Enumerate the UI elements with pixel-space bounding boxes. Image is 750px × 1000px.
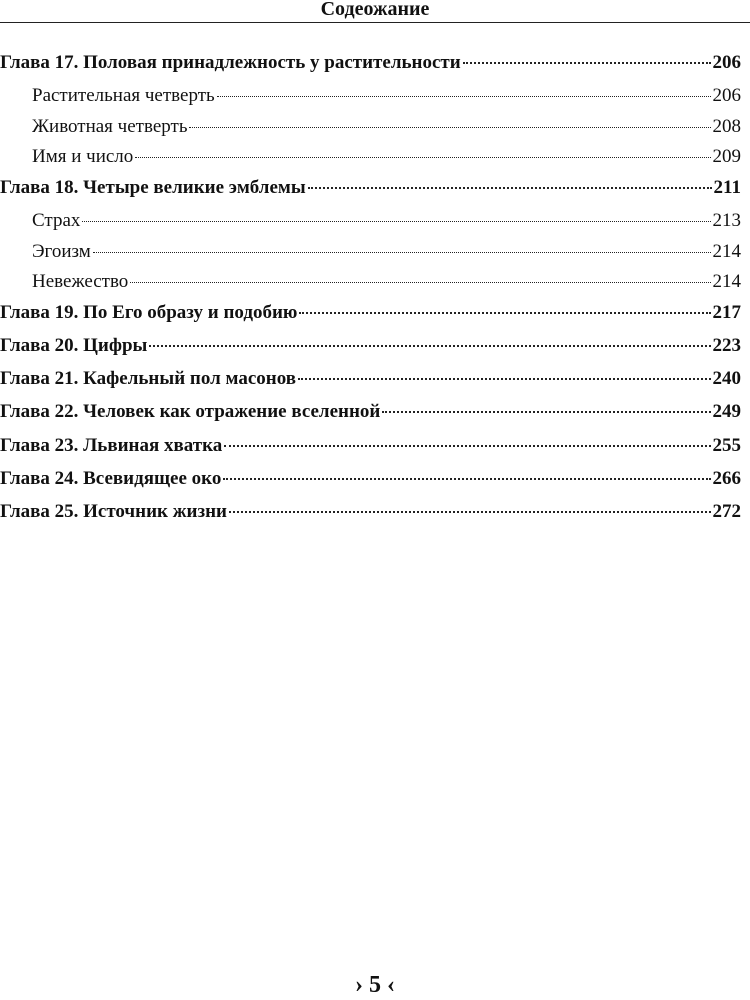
toc-entry-page: 223 (712, 334, 741, 356)
dot-leader (93, 252, 711, 253)
toc-entry-page: 255 (712, 434, 741, 456)
toc-chapter-entry (0, 302, 741, 335)
toc-entry-title: Растительная четверть (32, 85, 215, 107)
toc-entry-page: 240 (712, 368, 741, 390)
toc-entry-title: Эгоизм (32, 240, 91, 262)
dot-leader (382, 411, 710, 413)
toc-entry-title: Страх (32, 210, 81, 232)
toc-subentry (0, 85, 741, 116)
dot-leader (229, 511, 711, 513)
toc-entry-title: Животная четверть (32, 115, 188, 137)
toc-entry-page: 209 (712, 146, 741, 168)
toc-subentry (0, 210, 741, 241)
dot-leader (149, 345, 710, 347)
toc-subentry (0, 146, 741, 177)
toc-chapter-entry (0, 501, 741, 534)
dot-leader (130, 282, 710, 283)
toc-chapter-entry (0, 468, 741, 501)
toc-chapter-entry (0, 335, 741, 368)
toc-chapter-entry (0, 435, 741, 468)
dot-leader (82, 221, 710, 222)
toc-entry-page: 206 (712, 85, 741, 107)
dot-leader (299, 312, 710, 314)
toc-chapter-entry (0, 177, 741, 210)
toc-entry-page: 208 (712, 115, 741, 137)
table-of-contents (0, 52, 741, 535)
toc-entry-page: 214 (712, 240, 741, 262)
toc-chapter-entry (0, 368, 741, 401)
dot-leader (308, 187, 712, 189)
toc-entry-title: Глава 20. Цифры (0, 334, 148, 356)
dot-leader (298, 378, 711, 380)
page-number: › 5 ‹ (355, 972, 395, 998)
toc-entry-page: 206 (712, 52, 741, 73)
toc-entry-title: Глава 25. Источник жизни (0, 501, 227, 523)
toc-entry-title: Глава 21. Кафельный пол масонов (0, 368, 296, 390)
toc-subentry (0, 116, 741, 147)
toc-subentry (0, 241, 741, 272)
toc-entry-page: 249 (712, 401, 741, 423)
toc-entry-page: 213 (712, 210, 741, 232)
dot-leader (463, 62, 711, 64)
toc-entry-page: 211 (713, 176, 741, 198)
dot-leader (223, 478, 710, 480)
toc-chapter-entry (0, 52, 741, 85)
dot-leader (189, 127, 710, 128)
toc-entry-title: Глава 24. Всевидящее око (0, 468, 222, 490)
toc-entry-title: Глава 19. По Его образу и подобию (0, 301, 298, 323)
dot-leader (224, 445, 710, 447)
toc-entry-page: 214 (712, 271, 741, 293)
toc-entry-title: Глава 17. Половая принадлежность у растительности (0, 52, 461, 73)
toc-entry-title: Глава 18. Четыре великие эмблемы (0, 176, 306, 198)
toc-entry-title: Имя и число (32, 146, 134, 168)
toc-entry-title: Невежество (32, 271, 129, 293)
toc-entry-title: Глава 22. Человек как отражение вселенной (0, 401, 381, 423)
toc-entry-page: 266 (712, 468, 741, 490)
dot-leader (217, 96, 711, 97)
dot-leader (135, 157, 710, 158)
toc-entry-title: Глава 23. Львиная хватка (0, 434, 223, 456)
running-head: Содеожание (0, 0, 750, 23)
toc-entry-page: 272 (712, 501, 741, 523)
toc-chapter-entry (0, 401, 741, 434)
toc-entry-page: 217 (712, 301, 741, 323)
toc-subentry (0, 271, 741, 302)
